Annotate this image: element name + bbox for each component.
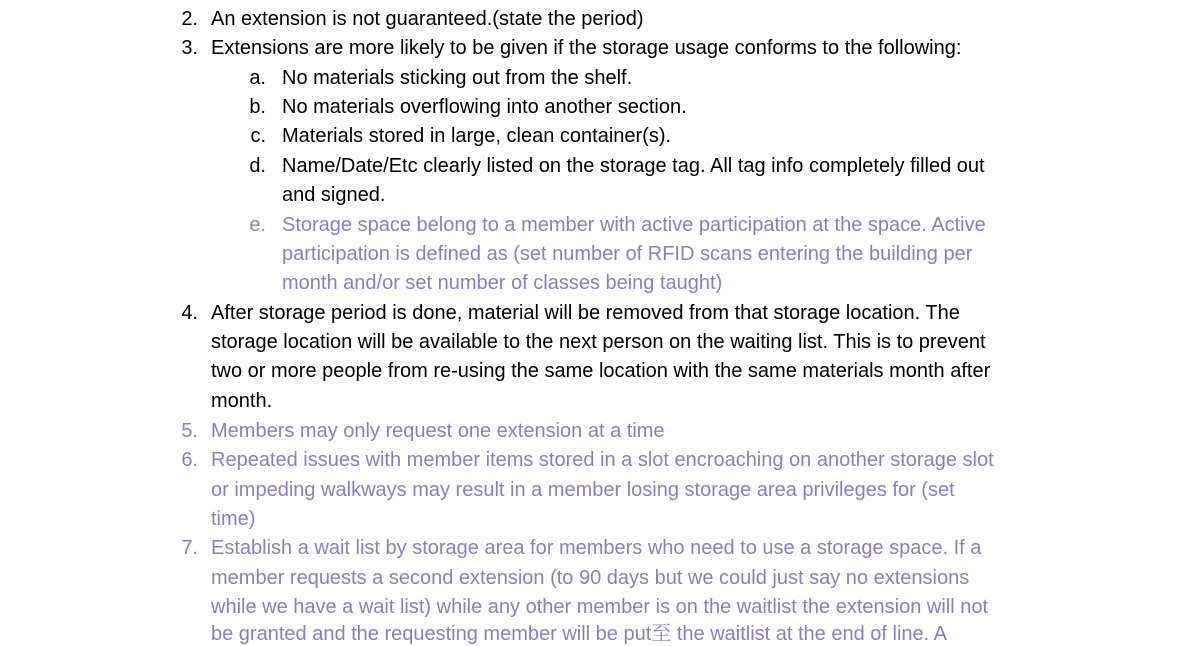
list-marker: 7.	[181, 537, 198, 559]
list-marker: 4.	[181, 302, 198, 324]
sublist-item-text: No materials sticking out from the shelf.	[282, 67, 633, 89]
list-item-text: Extensions are more likely to be given if the storage usage conforms to the following:	[211, 37, 962, 59]
sublist-item-text: No materials overflowing into another section.	[282, 96, 687, 118]
list-item-text: month.	[211, 390, 273, 412]
sublist-item-text: participation is defined as (set number of RFID scans entering the building per	[282, 243, 973, 265]
sublist-marker: d.	[249, 155, 266, 177]
sublist-marker: c.	[250, 125, 266, 147]
list-item-text: storage location will be available to the next person on the waiting list. This is to prevent	[211, 331, 986, 353]
list-marker: 3.	[181, 37, 198, 59]
sublist-item-text: Name/Date/Etc clearly listed on the storage tag. All tag info completely filled out	[282, 155, 985, 177]
sublist-item-text: Materials stored in large, clean container(s).	[282, 125, 672, 147]
list-item-text: Members may only request one extension at a time	[211, 420, 665, 442]
clipped-line-container	[211, 622, 1051, 645]
list-item-text: while we have a wait list) while any other member is on the waitlist the extension will not	[211, 596, 989, 618]
list-item-text: or impeding walkways may result in a member losing storage area privileges for (set	[211, 479, 955, 501]
list-item-text: After storage period is done, material will be removed from that storage location. The	[211, 302, 960, 324]
sublist-item-text: and signed.	[282, 184, 386, 206]
list-marker: 5.	[181, 420, 198, 442]
list-item-text: be granted and the requesting member will be put至 the waitlist at the end of line. A	[211, 623, 947, 645]
list-item-text: Establish a wait list by storage area for members who need to use a storage space. If a	[211, 537, 982, 559]
sublist-marker: b.	[249, 96, 266, 118]
list-item-text: member requests a second extension (to 90 days but we could just say no extensions	[211, 567, 970, 589]
list-marker: 2.	[181, 8, 198, 30]
sublist-item-text: Storage space belong to a member with active participation at the space. Active	[282, 214, 986, 236]
list-item-text: two or more people from re-using the same location with the same materials month after	[211, 360, 991, 382]
sublist-marker: e.	[249, 214, 266, 236]
sublist-marker: a.	[249, 67, 266, 89]
list-marker: 6.	[181, 449, 198, 471]
list-item-text: Repeated issues with member items stored in a slot encroaching on another storage slot	[211, 449, 994, 471]
list-item-text: time)	[211, 508, 256, 530]
sublist-item-text: month and/or set number of classes being taught)	[282, 272, 723, 294]
list-item-text: An extension is not guaranteed.(state the period)	[211, 8, 644, 30]
